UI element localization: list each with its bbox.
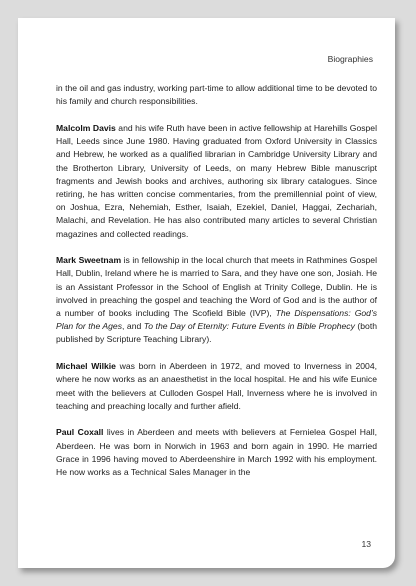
- biography-text: lives in Aberdeen and meets with believers at Fernielea Gospel Hall, Aberdeen. He was born in Norwich in 1963 and born again in 1990. He married Grace in 1996 having moved to Aberdeenshire in March 1992 with his employment. He now works as a Technical Sales Manager in the: [56, 427, 377, 478]
- biography-paul-coxall: [56, 426, 377, 479]
- running-head: Biographies: [327, 54, 373, 64]
- book-page: [18, 18, 395, 568]
- page-number: 13: [361, 539, 371, 549]
- biography-michael-wilkie: [56, 360, 377, 413]
- biography-text: and his wife Ruth have been in active fellowship at Harehills Gospel Hall, Leeds since June 1980. Having graduated from Oxford University in Classics and Hebrew, he worked as a qualified librarian in Cambridge University Library and the Brotherton Library, University of Leeds, on many Hebrew Bible manuscript fragments and Jewish books and archives, authoring six library catalogues. Since retiring, he has written concise commentaries, from the premillennial point of view, on Joshua, Ezra, Nehemiah, Esther, Isaiah, Ezekiel, Daniel, Haggai, Zechariah, Malachi, and Revelation. He has also contributed many articles to several Christian magazines and collected readings.: [56, 122, 377, 239]
- biography-text: , and: [122, 321, 144, 332]
- paragraph-text: in the oil and gas industry, working part-time to allow additional time to be devoted to his family and church responsibilities.: [56, 83, 377, 107]
- biography-text: was born in Aberdeen in 1972, and moved to Inverness in 2004, where he now works as an anaesthetist in the local hospital. He and his wife Eunice meet with the believers at Culloden Gospel Hall, Inverness where he is involved in teaching and preaching locally and further afield.: [56, 361, 377, 411]
- biography-name: Mark Sweetnam: [56, 255, 122, 266]
- biography-name: Paul Coxall: [56, 427, 104, 438]
- biography-mark-sweetnam: [56, 254, 377, 346]
- book-title: To the Day of Eternity: Future Events in Bible Prophecy: [143, 321, 355, 332]
- biography-name: Malcolm Davis: [56, 122, 116, 133]
- biography-text: (both published by Scripture Teaching Library).: [56, 321, 377, 345]
- book-title: The Dispensations: God’s Plan for the Ages: [56, 308, 377, 332]
- body-text: [56, 82, 377, 493]
- biography-text: is in fellowship in the local church that meets in Rathmines Gospel Hall, Dublin, Ireland where he is married to Sara, and they have one son, Josiah. He is an Assistant Professor in the School of English at Trinity College, Dublin. He is involved in preaching the gospel and teaching the Word of God and is the author of a number of books including The Scofield Bible (IVP),: [56, 255, 377, 319]
- paragraph-continuation: [56, 82, 377, 108]
- biography-malcolm-davis: [56, 122, 377, 241]
- biography-name: Michael Wilkie: [56, 361, 116, 372]
